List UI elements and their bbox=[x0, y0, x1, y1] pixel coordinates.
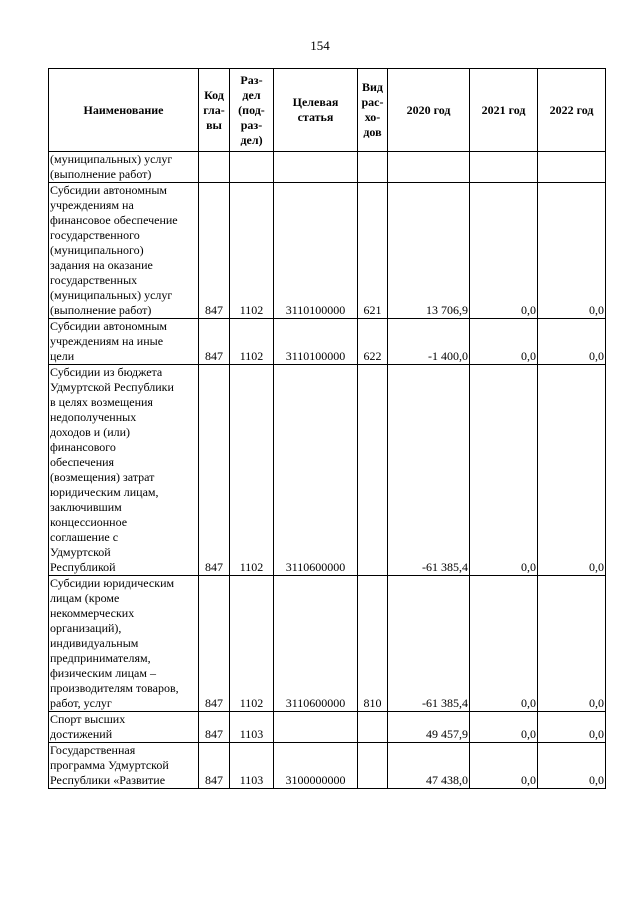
cell-expense-type: 621 bbox=[358, 183, 388, 319]
table-row bbox=[49, 576, 606, 712]
table-row bbox=[49, 365, 606, 576]
cell-target-article: 3110100000 bbox=[274, 183, 358, 319]
cell-expense-type: 810 bbox=[358, 576, 388, 712]
cell-section bbox=[230, 152, 274, 183]
cell-target-article bbox=[274, 712, 358, 743]
header-year-2021: 2021 год bbox=[470, 69, 538, 152]
table-row bbox=[49, 319, 606, 365]
cell-target-article: 3110600000 bbox=[274, 365, 358, 576]
cell-year-2021: 0,0 bbox=[470, 183, 538, 319]
cell-name: Спорт высших достижений bbox=[49, 712, 199, 743]
cell-target-article: 3110600000 bbox=[274, 576, 358, 712]
header-section: Раз- дел (под- раз- дел) bbox=[230, 69, 274, 152]
cell-year-2021: 0,0 bbox=[470, 365, 538, 576]
cell-section: 1102 bbox=[230, 576, 274, 712]
cell-chapter-code: 847 bbox=[199, 183, 230, 319]
page-number: 154 bbox=[310, 38, 330, 53]
header-year-2022: 2022 год bbox=[538, 69, 606, 152]
table-row bbox=[49, 183, 606, 319]
cell-year-2020: 49 457,9 bbox=[388, 712, 470, 743]
cell-chapter-code: 847 bbox=[199, 576, 230, 712]
table-row bbox=[49, 743, 606, 789]
cell-section: 1102 bbox=[230, 319, 274, 365]
cell-year-2020 bbox=[388, 152, 470, 183]
header-name: Наименование bbox=[49, 69, 199, 152]
cell-year-2021: 0,0 bbox=[470, 576, 538, 712]
cell-year-2022: 0,0 bbox=[538, 576, 606, 712]
cell-name: Субсидии автономным учреждениям на иные цели bbox=[49, 319, 199, 365]
cell-target-article bbox=[274, 152, 358, 183]
cell-year-2022: 0,0 bbox=[538, 743, 606, 789]
cell-chapter-code: 847 bbox=[199, 743, 230, 789]
cell-target-article: 3110100000 bbox=[274, 319, 358, 365]
cell-year-2021: 0,0 bbox=[470, 743, 538, 789]
cell-year-2022: 0,0 bbox=[538, 183, 606, 319]
header-year-2020: 2020 год bbox=[388, 69, 470, 152]
cell-section: 1102 bbox=[230, 365, 274, 576]
cell-name: Государственная программа Удмуртской Республики «Развитие bbox=[49, 743, 199, 789]
cell-name: Субсидии юридическим лицам (кроме некоммерческих организаций), индивидуальным предпринимателям, физическим лицам – производителям товаров, работ, услуг bbox=[49, 576, 199, 712]
cell-year-2020: -1 400,0 bbox=[388, 319, 470, 365]
cell-chapter-code: 847 bbox=[199, 712, 230, 743]
cell-name: Субсидии из бюджета Удмуртской Республики в целях возмещения недополученных доходов и (или) финансового обеспечения (возмещения) затрат юридическим лицам, заключившим концессионное соглашение с Удмуртской Республикой bbox=[49, 365, 199, 576]
cell-year-2021 bbox=[470, 152, 538, 183]
cell-expense-type bbox=[358, 712, 388, 743]
cell-target-article: 3100000000 bbox=[274, 743, 358, 789]
cell-year-2021: 0,0 bbox=[470, 319, 538, 365]
table-body bbox=[49, 152, 606, 789]
cell-chapter-code: 847 bbox=[199, 365, 230, 576]
header-expense-type: Вид рас- хо- дов bbox=[358, 69, 388, 152]
cell-year-2022 bbox=[538, 152, 606, 183]
cell-year-2022: 0,0 bbox=[538, 712, 606, 743]
header-chapter-code: Код гла- вы bbox=[199, 69, 230, 152]
cell-name: (муниципальных) услуг (выполнение работ) bbox=[49, 152, 199, 183]
cell-expense-type bbox=[358, 365, 388, 576]
cell-year-2020: 47 438,0 bbox=[388, 743, 470, 789]
cell-section: 1103 bbox=[230, 743, 274, 789]
cell-year-2020: -61 385,4 bbox=[388, 576, 470, 712]
cell-chapter-code: 847 bbox=[199, 319, 230, 365]
cell-section: 1103 bbox=[230, 712, 274, 743]
cell-year-2022: 0,0 bbox=[538, 365, 606, 576]
cell-name: Субсидии автономным учреждениям на финансовое обеспечение государственного (муниципального) задания на оказание государственных (муниципальных) услуг (выполнение работ) bbox=[49, 183, 199, 319]
cell-section: 1102 bbox=[230, 183, 274, 319]
cell-chapter-code bbox=[199, 152, 230, 183]
cell-year-2020: 13 706,9 bbox=[388, 183, 470, 319]
cell-expense-type bbox=[358, 152, 388, 183]
header-target-article: Целевая статья bbox=[274, 69, 358, 152]
cell-year-2020: -61 385,4 bbox=[388, 365, 470, 576]
cell-expense-type bbox=[358, 743, 388, 789]
cell-year-2021: 0,0 bbox=[470, 712, 538, 743]
table-header-row bbox=[49, 69, 606, 152]
table-row bbox=[49, 152, 606, 183]
cell-year-2022: 0,0 bbox=[538, 319, 606, 365]
table-row bbox=[49, 712, 606, 743]
budget-table bbox=[48, 68, 606, 789]
cell-expense-type: 622 bbox=[358, 319, 388, 365]
